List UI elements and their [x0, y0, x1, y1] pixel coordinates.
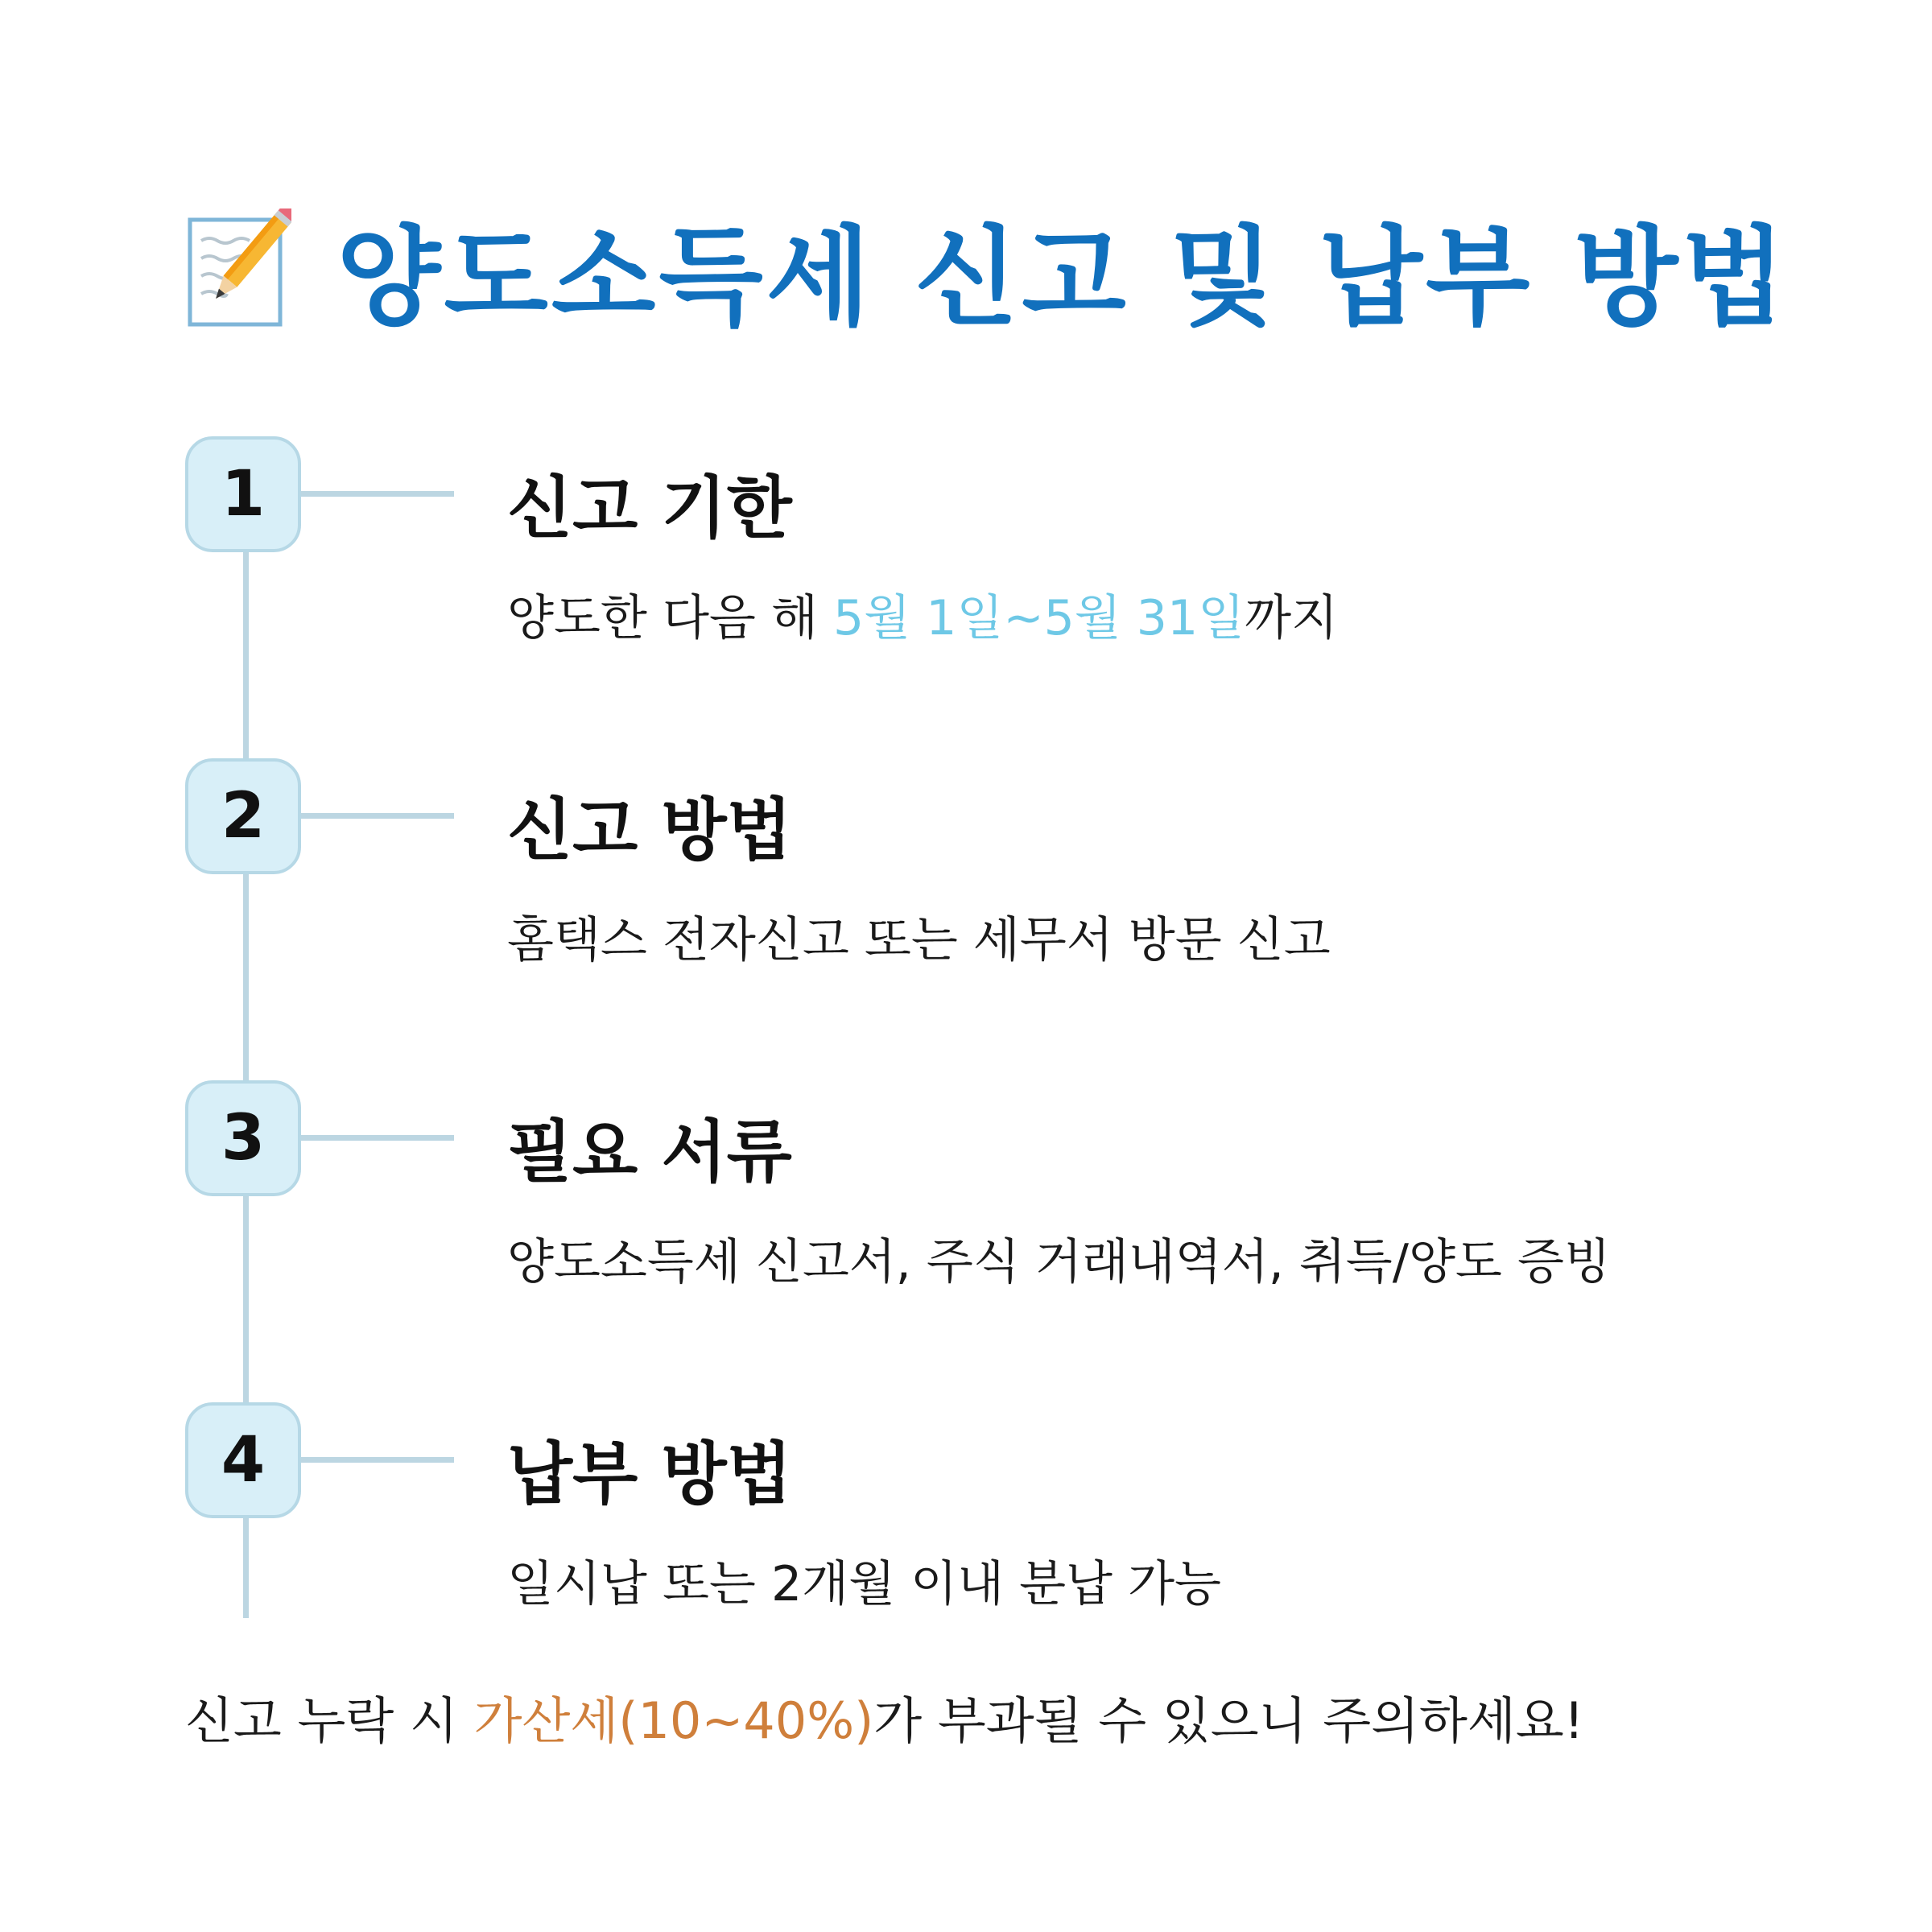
step-title: 신고 기한: [507, 469, 792, 547]
step-4: [0, 1402, 1932, 1644]
step-title: 납부 방법: [507, 1435, 792, 1513]
step-description: [507, 580, 1338, 649]
step-title: 필요 서류: [507, 1113, 792, 1191]
step-number-badge: 1: [185, 436, 301, 552]
step-1: [0, 436, 1932, 678]
step-2: [0, 758, 1932, 1000]
page-title: [187, 192, 1789, 346]
step-number-badge: 3: [185, 1080, 301, 1196]
connector-line: [301, 813, 454, 819]
title-text: 양도소득세 신고 및 납부 방법: [336, 215, 1789, 341]
desc-prefix: 양도한 다음 해: [507, 590, 833, 646]
connector-line: [301, 491, 454, 497]
step-number-badge: 4: [185, 1402, 301, 1518]
step-title: 신고 방법: [507, 791, 792, 869]
memo-pencil-icon: [187, 208, 291, 329]
penalty-highlight: 가산세(10~40%): [473, 1691, 874, 1750]
connector-line: [301, 1457, 454, 1463]
step-description: 홈택스 전자신고 또는 세무서 방문 신고: [507, 912, 1331, 968]
step-3: [0, 1080, 1932, 1322]
footer-suffix: 가 부과될 수 있으니 주의하세요!: [873, 1691, 1584, 1750]
deadline-highlight: 5월 1일~5월 31일: [832, 590, 1245, 646]
footer-warning: [185, 1681, 1584, 1752]
step-description: 일시납 또는 2개월 이내 분납 가능: [507, 1556, 1222, 1612]
desc-suffix: 까지: [1245, 590, 1339, 646]
footer-prefix: 신고 누락 시: [185, 1691, 474, 1750]
step-number-badge: 2: [185, 758, 301, 874]
connector-line: [301, 1135, 454, 1141]
step-description: 양도소득세 신고서, 주식 거래내역서, 취득/양도 증빙: [507, 1234, 1611, 1290]
